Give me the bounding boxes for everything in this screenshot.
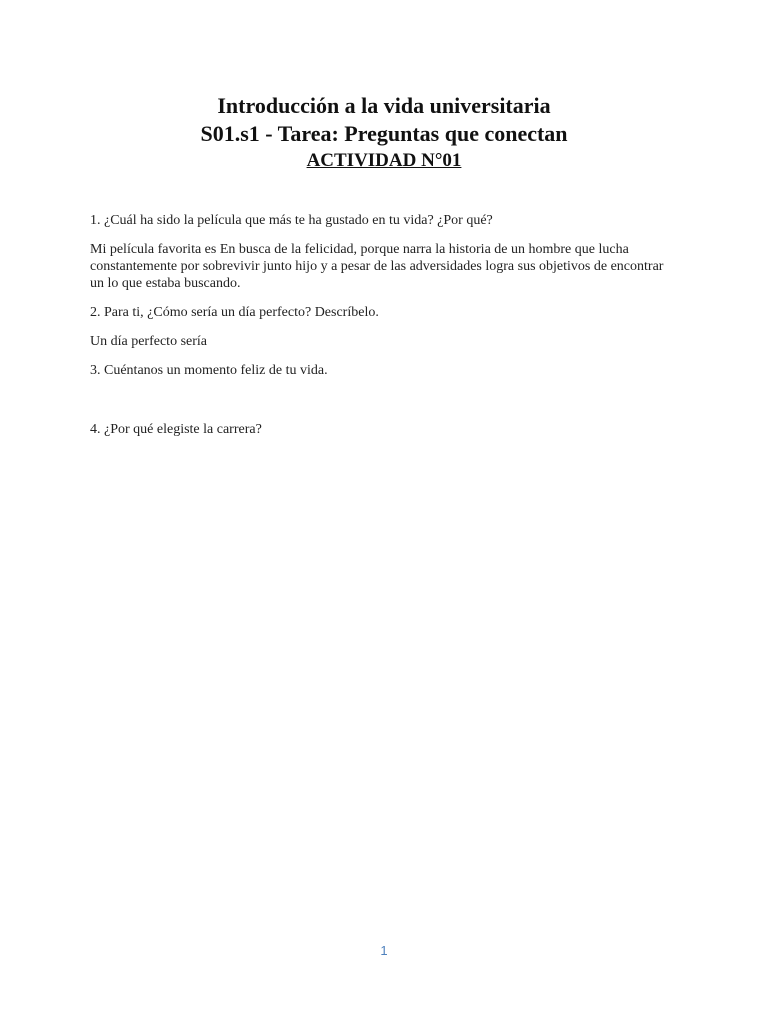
question-3: 3. Cuéntanos un momento feliz de tu vida. xyxy=(90,363,328,378)
question-4: 4. ¿Por qué elegiste la carrera? xyxy=(90,422,262,437)
question-1: 1. ¿Cuál ha sido la película que más te ha gustado en tu vida? ¿Por qué? xyxy=(90,213,493,228)
page-number: 1 xyxy=(380,943,388,958)
question-2: 2. Para ti, ¿Cómo sería un día perfecto? Descríbelo. xyxy=(90,305,379,320)
document-body xyxy=(90,212,680,450)
activity-title: ACTIVIDAD N°01 xyxy=(306,150,462,171)
course-title: Introducción a la vida universitaria xyxy=(217,93,551,118)
answer-1: Mi película favorita es En busca de la felicidad, porque narra la historia de un hombre que lucha constantemente por sobrevivir junto hijo y a pesar de las adversidades logra sus objetivos de encontrar un lo que estaba buscando. xyxy=(90,242,664,291)
title-block xyxy=(0,92,768,174)
answer-2: Un día perfecto sería xyxy=(90,334,207,349)
task-title: S01.s1 - Tarea: Preguntas que conectan xyxy=(200,121,568,146)
